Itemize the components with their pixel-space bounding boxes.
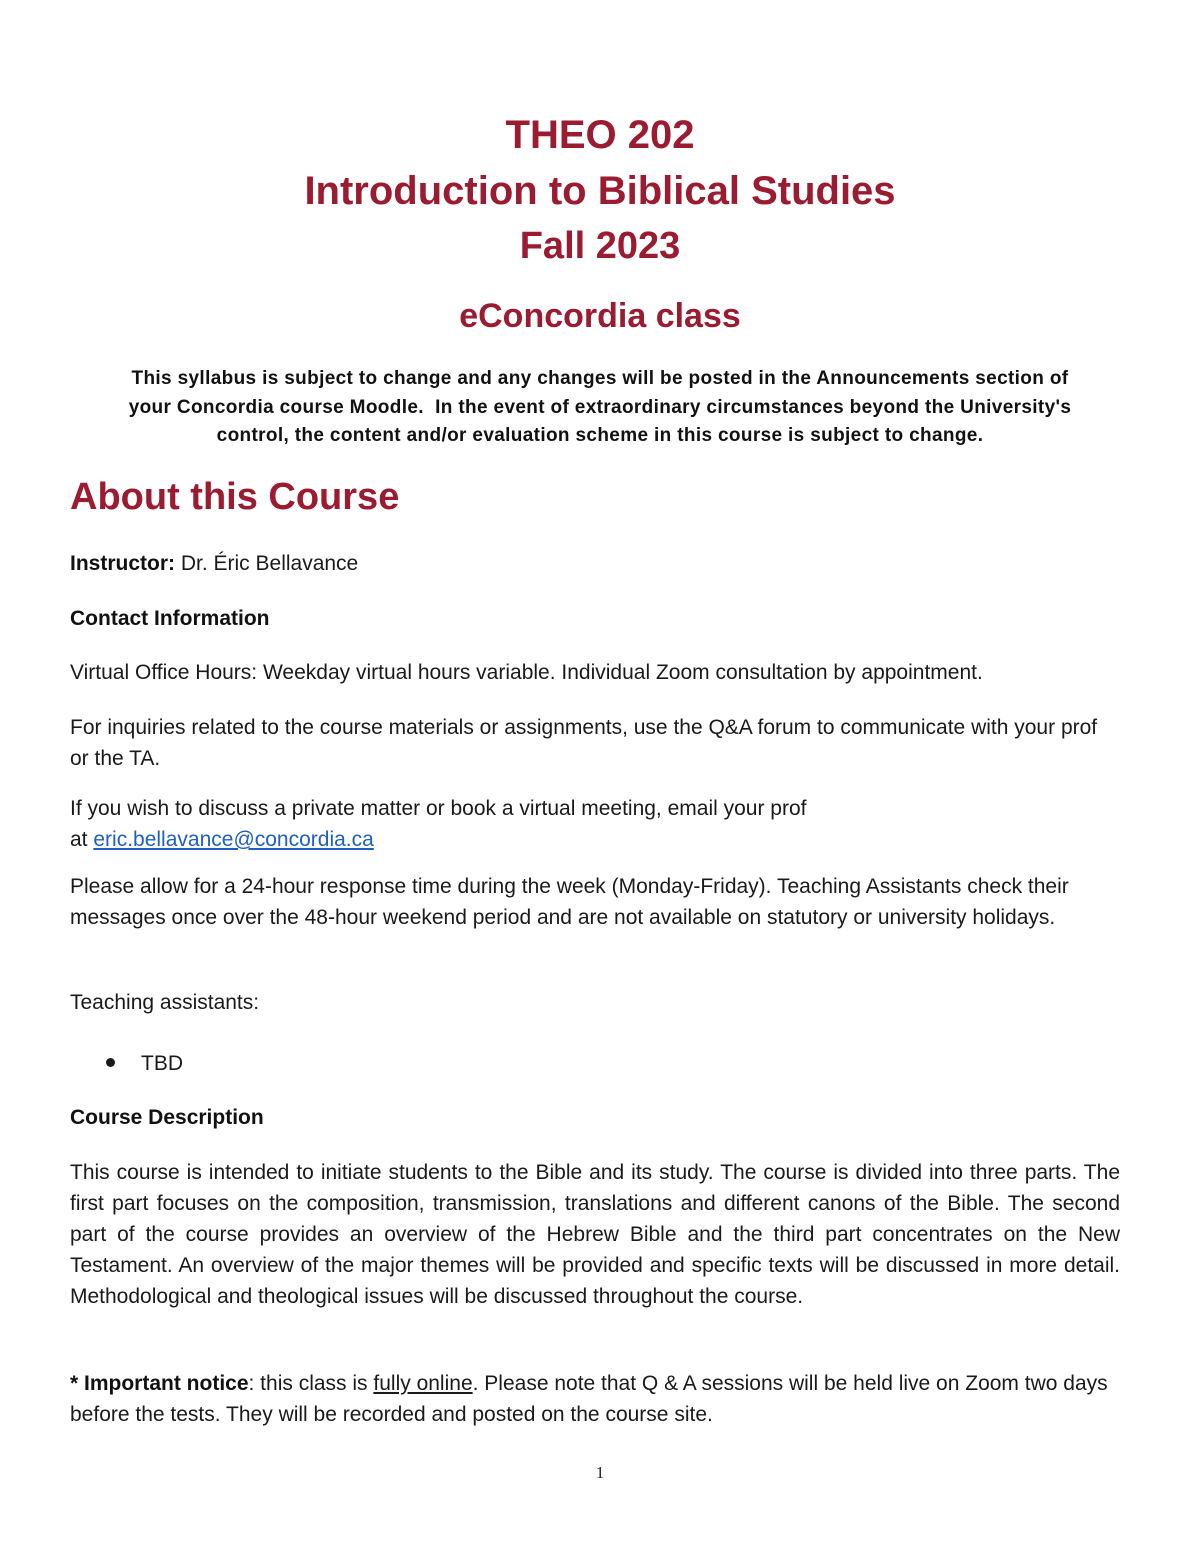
- office-hours-text: Virtual Office Hours: Weekday virtual hours variable. Individual Zoom consultation by appointment.: [70, 661, 983, 684]
- private-matter-line: If you wish to discuss a private matter or book a virtual meeting, email your prof: [70, 797, 807, 820]
- email-link[interactable]: eric.bellavance@concordia.ca: [93, 828, 374, 851]
- section-heading-about: About this Course: [70, 476, 400, 518]
- description-heading: Course Description: [70, 1106, 264, 1129]
- course-code: THEO 202: [505, 113, 695, 157]
- syllabus-page: [70, 0, 1120, 1553]
- ta-name: TBD: [141, 1052, 183, 1075]
- notice-fully-online: fully online: [373, 1372, 473, 1395]
- response-time-text: Please allow for a 24-hour response time during the week (Monday-Friday). Teaching Assistants check their messages once over the 48-hour weekend period and are not available on statutory or university holidays.: [70, 875, 1069, 929]
- notice-part-2: . Please note that Q & A sessions will be held live on Zoom two days before the tests. They will be recorded and posted on the course site.: [70, 1372, 1108, 1426]
- instructor-label: Instructor:: [70, 552, 175, 575]
- private-at: at: [70, 828, 94, 851]
- ta-label: Teaching assistants:: [70, 991, 260, 1014]
- inquiries-text: For inquiries related to the course materials or assignments, use the Q&A forum to communicate with your prof or the TA.: [70, 716, 1098, 770]
- description-text: This course is intended to initiate students to the Bible and its study. The course is divided into three parts. The first part focuses on the composition, transmission, translations and different canons of the Bible. The second part of the course provides an overview of the Hebrew Bible and the third part concentrates on the New Testament. An overview of the major themes will be provided and specific texts will be discussed in more detail. Methodological and theological issues will be discussed throughout the course.: [70, 1161, 1120, 1308]
- class-type: eConcordia class: [459, 297, 741, 335]
- notice-label: * Important notice: [70, 1372, 249, 1395]
- page-number: 1: [595, 1463, 605, 1482]
- instructor-line: [70, 548, 1120, 579]
- disclaimer-line-1: This syllabus is subject to change and any changes will be posted in the Announcements section of: [131, 368, 1069, 389]
- contact-heading: Contact Information: [70, 607, 270, 630]
- disclaimer-line-2: your Concordia course Moodle. In the event of extraordinary circumstances beyond the University's: [128, 396, 1072, 418]
- ta-list-item: [106, 1048, 183, 1079]
- instructor-name: Dr. Éric Bellavance: [175, 552, 359, 575]
- course-term: Fall 2023: [519, 225, 681, 267]
- important-notice: [70, 1368, 1120, 1430]
- course-title: Introduction to Biblical Studies: [304, 169, 896, 213]
- bullet-icon: [106, 1058, 115, 1067]
- notice-part-1: : this class is: [248, 1372, 374, 1395]
- syllabus-disclaimer: [70, 365, 1130, 451]
- disclaimer-line-3: control, the content and/or evaluation scheme in this course is subject to change.: [216, 425, 984, 446]
- private-matter-text: [70, 793, 1120, 855]
